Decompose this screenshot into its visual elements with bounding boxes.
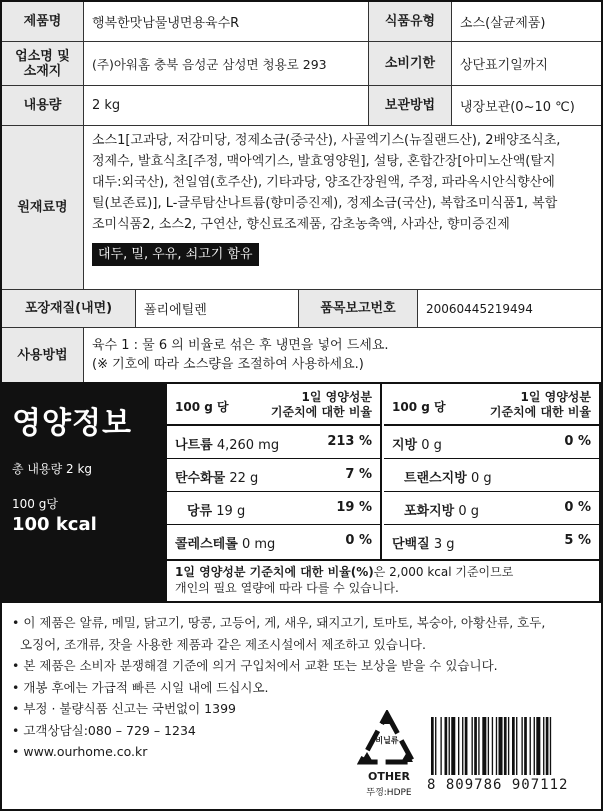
nutrition-column-left xyxy=(167,384,382,559)
nutrition-header-std-2: 기준치에 대한 비율 xyxy=(270,405,372,419)
ingredients-label: 원재료명 xyxy=(2,126,84,289)
nutrient-name: 나트륨 4,260 mg xyxy=(175,438,280,453)
maker-value: (주)아워홈 충북 음성군 삼성면 청용로 293 xyxy=(84,42,369,85)
note-item: • 개봉 후에는 가급적 빠른 시일 내에 드십시오. xyxy=(12,679,269,695)
report-label: 품목보고번호 xyxy=(299,290,418,327)
nutrition-per: 100 g당 xyxy=(12,497,58,511)
nutrition-total: 총 내용량 2 kg xyxy=(12,462,93,476)
nutrition-header-std-1: 1일 영양성분 xyxy=(520,390,591,404)
nutrient-name: 콜레스테롤 0 mg xyxy=(175,537,276,552)
expiry-label: 소비기한 xyxy=(369,42,452,85)
nutrition-title: 영양정보 xyxy=(12,406,132,441)
nutrient-row-trans-fat xyxy=(384,459,599,492)
nutrition-header-std-1: 1일 영양성분 xyxy=(301,390,372,404)
recycle-other: OTHER xyxy=(367,770,411,783)
nutrient-row-carbs xyxy=(167,459,380,492)
nutrient-pct: 5 % xyxy=(564,533,591,548)
nutrition-header xyxy=(384,384,599,426)
product-name-label: 제품명 xyxy=(2,2,84,41)
nutrient-name: 트랜스지방 0 g xyxy=(404,471,492,486)
nutrient-name: 당류 19 g xyxy=(187,504,246,519)
nutrition-header-std-2: 기준치에 대한 비율 xyxy=(489,405,591,419)
ingredients-line: 조미식품2, 소스2, 구연산, 향신료조제품, 감초농축액, 사과산, 향미증진제 xyxy=(92,217,510,232)
row-ingredients xyxy=(2,126,601,290)
package-value: 폴리에틸렌 xyxy=(136,290,299,327)
nutrition-header-per: 100 g 당 xyxy=(392,400,446,414)
nutrient-pct: 19 % xyxy=(336,500,372,515)
food-type-label: 식품유형 xyxy=(369,2,452,41)
report-value: 20060445219494 xyxy=(426,301,533,316)
nutrient-name: 지방 0 g xyxy=(392,438,442,453)
nutrition-table xyxy=(167,384,599,559)
nutrient-pct: 0 % xyxy=(345,533,372,548)
nutrition-panel xyxy=(2,382,601,603)
nutrient-row-saturated-fat xyxy=(384,492,599,525)
product-name-value: 행복한맛남물냉면용육수R xyxy=(84,2,369,41)
row-maker xyxy=(2,42,601,86)
volume-value: 2 kg xyxy=(84,86,369,125)
nutrition-header-std xyxy=(490,390,591,420)
nutrition-footnote-line1: 1일 영양성분 기준치에 대한 비율(%)은 2,000 kcal 기준이므로 xyxy=(175,565,514,579)
nutrient-name: 포화지방 0 g xyxy=(404,504,480,519)
nutrition-kcal: 100 kcal xyxy=(12,514,97,535)
package-label: 포장재질(내면) xyxy=(2,290,136,327)
nutrition-footnote-line2: 개인의 필요 열량에 따라 다를 수 있습니다. xyxy=(175,581,399,595)
row-packaging xyxy=(2,290,601,328)
nutrition-footnote xyxy=(167,561,599,601)
usage-line: 육수 1 : 물 6 의 비율로 섞은 후 냉면을 넣어 드세요. xyxy=(92,338,389,353)
note-item: • 본 제품은 소비자 분쟁해결 기준에 의거 구입처에서 교환 또는 보상을 받을 수 있습니다. xyxy=(12,658,498,673)
nutrient-row-cholesterol xyxy=(167,525,380,558)
usage-value xyxy=(84,328,601,382)
recycle-mark-text: 비닐류 xyxy=(375,736,399,745)
nutrient-row-fat xyxy=(384,426,599,459)
food-type-value: 소스(살균제품) xyxy=(460,16,546,31)
nutrient-pct: 7 % xyxy=(345,467,372,482)
nutrition-header-std xyxy=(271,390,372,420)
nutrient-row-protein xyxy=(384,525,599,558)
nutrition-summary xyxy=(2,382,167,603)
nutrient-pct: 0 % xyxy=(564,434,591,449)
ingredients-line: 대두:외국산), 천일염(호주산), 기타과당, 양조간장원액, 주정, 파라옥시안식향산에 xyxy=(92,175,555,190)
expiry-value: 상단표기일까지 xyxy=(460,58,548,73)
nutrient-pct: 213 % xyxy=(327,434,372,449)
maker-label: 업소명 및 소재지 xyxy=(2,42,84,85)
row-product-name xyxy=(2,2,601,42)
nutrition-header-per: 100 g 당 xyxy=(175,400,229,414)
nutrition-header xyxy=(167,384,380,426)
note-item: • www.ourhome.co.kr xyxy=(12,744,148,759)
recycle-material: 뚜껑:HDPE xyxy=(366,788,412,798)
ingredients-line: 틸(보존료)], L-글루탐산나트륨(향미증진제), 정제소금(국산), 복합조미식품1, 복합 xyxy=(92,196,558,211)
ingredients-line: 소스1[고과당, 저감미당, 정제소금(중국산), 사골엑기스(뉴질랜드산), 2배양조식초, xyxy=(92,133,561,148)
volume-label: 내용량 xyxy=(2,86,84,125)
row-volume xyxy=(2,86,601,126)
allergen-badge: 대두, 밀, 우유, 쇠고기 함유 xyxy=(92,243,259,266)
nutrient-name: 단백질 3 g xyxy=(392,537,455,552)
nutrition-column-right xyxy=(384,384,599,559)
row-usage xyxy=(2,328,601,382)
usage-line: (※ 기호에 따라 소스량을 조절하여 사용하세요.) xyxy=(92,357,364,372)
barcode-icon xyxy=(427,717,595,775)
storage-value: 냉장보관(0~10 ℃) xyxy=(460,100,575,115)
note-item: 오징어, 조개류, 잣을 사용한 제품과 같은 제조시설에서 제조하고 있습니다. xyxy=(20,636,426,652)
ingredients-value xyxy=(84,126,601,289)
nutrient-row-sodium xyxy=(167,426,380,459)
nutrient-pct: 0 % xyxy=(564,500,591,515)
nutrient-name: 탄수화물 22 g xyxy=(175,471,259,486)
ingredients-line: 정제수, 발효식초[주정, 맥아엑기스, 발효영양원], 설탕, 혼합간장[아미노산액(탈지 xyxy=(92,154,556,169)
note-item: • 고객상담실:080 – 729 – 1234 xyxy=(12,722,196,738)
note-item: • 부정 · 불량식품 신고는 국번없이 1399 xyxy=(12,701,236,716)
usage-label: 사용방법 xyxy=(2,328,84,382)
barcode-number: 8 809786 907112 xyxy=(427,777,569,793)
storage-label: 보관방법 xyxy=(369,86,452,125)
note-item: • 이 제품은 알류, 메밀, 닭고기, 땅콩, 고등어, 게, 새우, 돼지고기, 토마토, 복숭아, 아황산류, 호두, xyxy=(12,615,546,630)
nutrient-row-sugar xyxy=(167,492,380,525)
